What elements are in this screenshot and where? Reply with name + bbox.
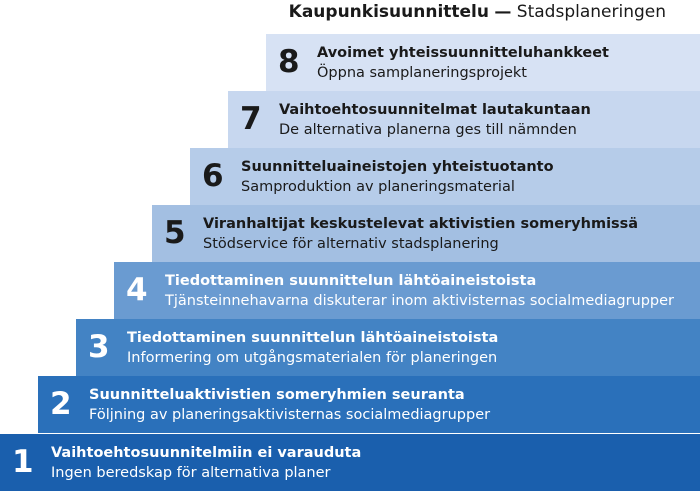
step-8-number: 8 [278, 44, 300, 80]
step-6-number: 6 [202, 158, 224, 194]
step-2-text [89, 385, 490, 425]
step-6-finnish: Suunnitteluaineistojen yhteistuotanto [241, 159, 554, 175]
step-5-finnish: Viranhaltijat keskustelevat aktivistien someryhmissä [203, 216, 639, 232]
title-swedish: Stadsplaneringen [516, 2, 666, 22]
step-1-number: 1 [12, 444, 34, 480]
step-8-swedish: Öppna samplaneringsprojekt [317, 65, 527, 81]
step-1 [0, 434, 700, 491]
step-3-number: 3 [88, 329, 110, 365]
step-4-number: 4 [126, 272, 148, 308]
step-2-swedish: Följning av planeringsaktivisternas socialmediagrupper [89, 407, 491, 423]
step-3-text [127, 328, 498, 368]
step-3 [76, 319, 700, 376]
step-2-number: 2 [50, 386, 72, 422]
step-3-swedish: Informering om utgångsmaterialen för planeringen [127, 350, 498, 366]
step-4-text [165, 271, 674, 311]
step-6-text [241, 157, 554, 197]
step-1-finnish: Vaihtoehtosuunnitelmiin ei varauduta [51, 445, 362, 461]
step-2-finnish: Suunnitteluaktivistien someryhmien seuranta [89, 387, 465, 403]
step-1-text [51, 443, 361, 483]
step-6 [190, 148, 700, 205]
step-7 [228, 91, 700, 148]
step-4 [114, 262, 700, 319]
step-5-number: 5 [164, 215, 186, 251]
step-7-text [279, 100, 591, 140]
diagram-title [289, 0, 666, 24]
title-finnish: Kaupunkisuunnittelu [288, 2, 489, 22]
step-4-swedish: Tjänsteinnehavarna diskuterar inom aktivisternas socialmediagrupper [165, 293, 675, 309]
step-5-swedish: Stödservice för alternativ stadsplanering [203, 236, 499, 252]
step-8 [266, 34, 700, 91]
step-5 [152, 205, 700, 262]
step-1-swedish: Ingen beredskap för alternativa planer [51, 465, 331, 481]
step-8-finnish: Avoimet yhteissuunnitteluhankkeet [317, 45, 609, 61]
step-8-text [317, 43, 609, 83]
step-3-finnish: Tiedottaminen suunnittelun lähtöaineistoista [127, 330, 499, 346]
step-7-swedish: De alternativa planerna ges till nämnden [279, 122, 577, 138]
title-separator: — [494, 2, 512, 22]
step-7-finnish: Vaihtoehtosuunnitelmat lautakuntaan [279, 102, 591, 118]
step-2 [38, 376, 700, 433]
step-6-swedish: Samproduktion av planeringsmaterial [241, 179, 515, 195]
step-7-number: 7 [240, 101, 262, 137]
step-5-text [203, 214, 638, 254]
step-4-finnish: Tiedottaminen suunnittelun lähtöaineistoista [165, 273, 537, 289]
